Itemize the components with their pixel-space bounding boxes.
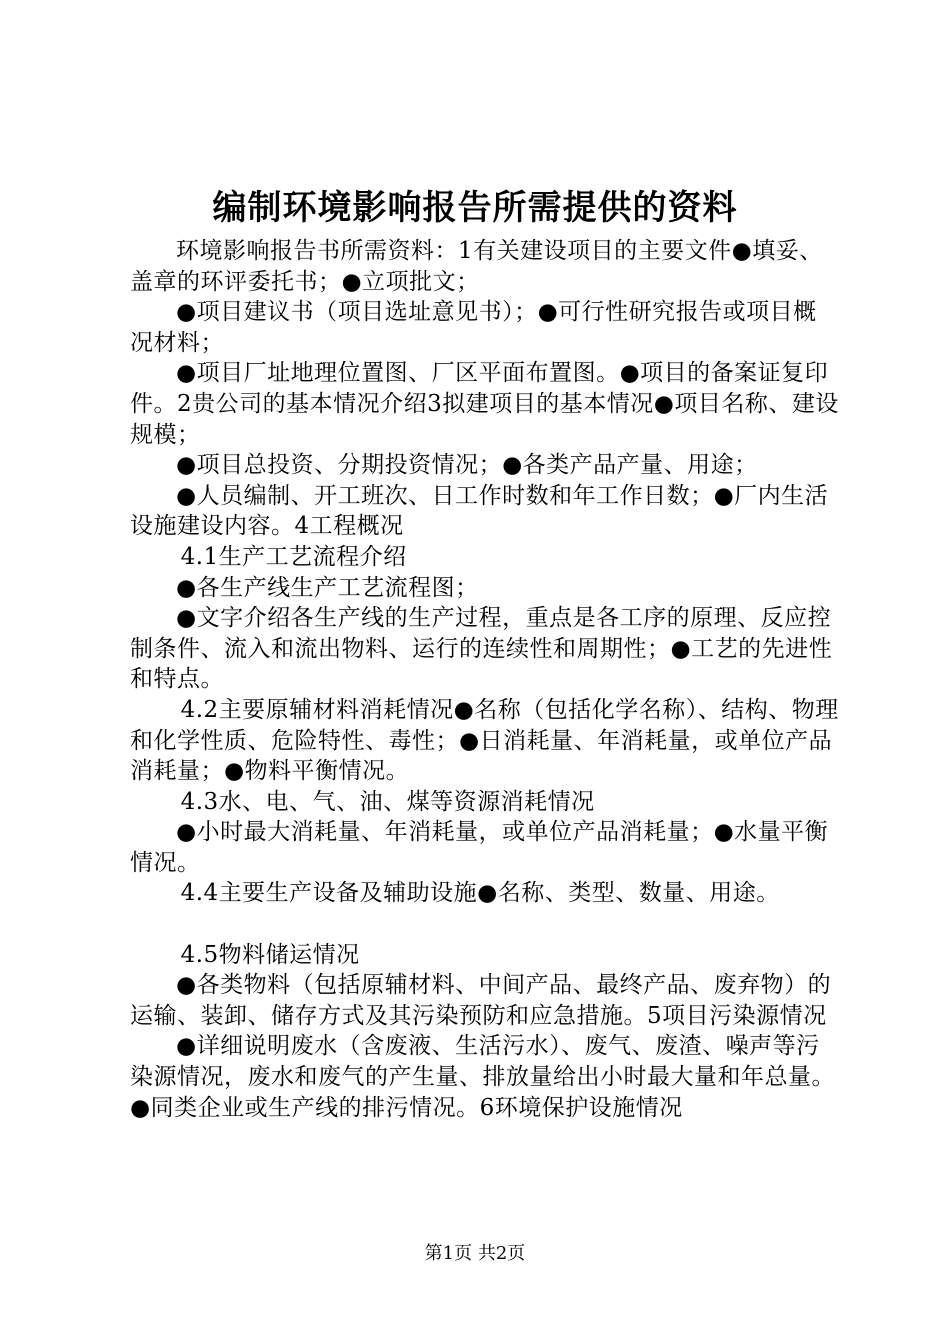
paragraph-spacer [130,909,840,940]
paragraph-process-flow-chart: ●各生产线生产工艺流程图； [176,574,479,601]
paragraph-site-maps: ●项目厂址地理位置图、厂区平面布置图。●项目的备案证复印件。2贵公司的基本情况介绍3拟建项目的基本情况●项目名称、建设规模； [130,360,839,448]
page-title: 编制环境影响报告所需提供的资料 [212,188,738,228]
page-footer: 第1页 共2页 [424,1243,526,1264]
paragraph-pollution-sources: ●详细说明废水（含废液、生活污水）、废气、废渣、噪声等污染源情况，废水和废气的产生量、排放量给出小时最大量和年总量。●同类企业或生产线的排污情况。6环境保护设施情况 [130,1033,835,1121]
paragraph-process-description: ●文字介绍各生产线的生产过程，重点是各工序的原理、反应控制条件、流入和流出物料、运行的连续性和周期性；●工艺的先进性和特点。 [130,605,833,693]
section-heading-4-3: 4.3水、电、气、油、煤等资源消耗情况 [180,788,595,815]
paragraph-resource-consumption: ●小时最大消耗量、年消耗量，或单位产品消耗量；●水量平衡情况。 [130,819,829,876]
paragraph-material-storage: ●各类物料（包括原辅材料、中间产品、最终产品、废弃物）的运输、装卸、储存方式及其污染预防和应急措施。5项目污染源情况 [130,972,832,1029]
paragraph-section-4-2: 4.2主要原辅材料消耗情况●名称（包括化学名称）、结构、物理和化学性质、危险特性、毒性；●日消耗量、年消耗量，或单位产品消耗量；●物料平衡情况。 [130,696,839,785]
section-heading-4-1: 4.1生产工艺流程介绍 [180,543,407,570]
section-heading-4-5: 4.5物料储运情况 [180,941,360,968]
paragraph-section-4-4: 4.4主要生产设备及辅助设施●名称、类型、数量、用途。 [180,880,780,907]
paragraph-required-documents: 环境影响报告书所需资料：1有关建设项目的主要文件●填妥、盖章的环评委托书；●立项批文； [130,238,823,295]
paragraph-project-proposal: ●项目建议书（项目选址意见书）；●可行性研究报告或项目概况材料； [130,299,817,356]
paragraph-investment: ●项目总投资、分期投资情况；●各类产品产量、用途； [176,452,758,479]
document-body [130,236,840,1123]
paragraph-staffing: ●人员编制、开工班次、日工作时数和年工作日数；●厂内生活设施建设内容。4工程概况 [130,482,829,540]
